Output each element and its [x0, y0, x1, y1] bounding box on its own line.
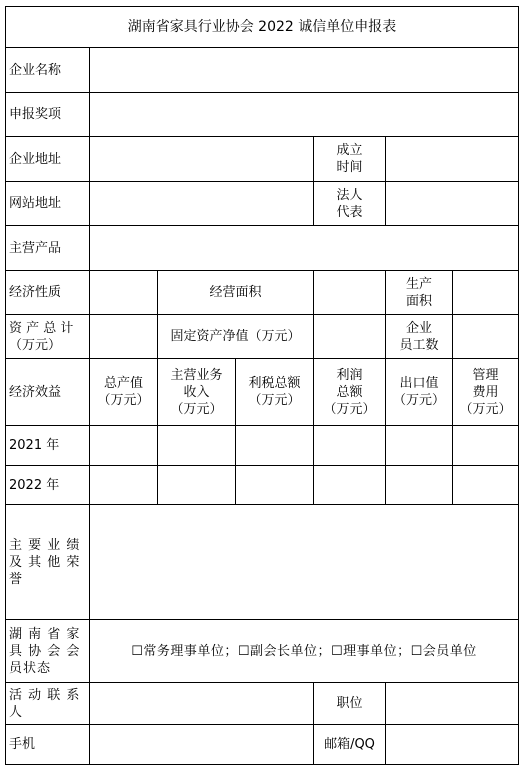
total-assets-field[interactable]	[90, 315, 158, 359]
achievements-label: 主 要 业 绩 及 其 他 荣 誉	[6, 505, 90, 620]
fixed-assets-label: 固定资产净值（万元）	[158, 315, 314, 359]
benefits-label: 经济效益	[6, 359, 90, 426]
col-tax: 利税总额 （万元）	[236, 359, 314, 426]
company-name-field[interactable]	[90, 48, 519, 93]
legal-rep-field[interactable]	[386, 182, 519, 226]
year-2021-profit[interactable]	[314, 426, 386, 466]
nature-field[interactable]	[90, 271, 158, 315]
area-field[interactable]	[314, 271, 386, 315]
award-field[interactable]	[90, 93, 519, 137]
year-2021-mgmt[interactable]	[453, 426, 519, 466]
form-title: 湖南省家具行业协会 2022 诚信单位申报表	[6, 7, 519, 48]
year-2021-main-income[interactable]	[158, 426, 236, 466]
position-label: 职位	[314, 683, 386, 725]
contact-label: 活 动 联 系 人	[6, 683, 90, 725]
achievements-field[interactable]	[90, 505, 519, 620]
year-2021-tax[interactable]	[236, 426, 314, 466]
col-mgmt: 管理 费用 （万元）	[453, 359, 519, 426]
member-status-label: 湖 南 省 家 具 协 会 会 员状态	[6, 620, 90, 683]
legal-rep-label: 法人 代表	[314, 182, 386, 226]
email-field[interactable]	[386, 725, 519, 765]
production-area-label: 生产 面积	[386, 271, 453, 315]
employees-label: 企业 员工数	[386, 315, 453, 359]
founded-field[interactable]	[386, 137, 519, 182]
year-2022-mgmt[interactable]	[453, 466, 519, 505]
member-status-options[interactable]: ☐常务理事单位；☐副会长单位；☐理事单位；☐会员单位	[90, 620, 519, 683]
products-label: 主营产品	[6, 226, 90, 271]
year-2022-export[interactable]	[386, 466, 453, 505]
products-field[interactable]	[90, 226, 519, 271]
year-2021-total-output[interactable]	[90, 426, 158, 466]
col-export: 出口值 （万元）	[386, 359, 453, 426]
year-2022-profit[interactable]	[314, 466, 386, 505]
email-label: 邮箱/QQ	[314, 725, 386, 765]
application-form	[5, 6, 519, 765]
total-assets-label: 资 产 总 计 （万元）	[6, 315, 90, 359]
founded-label: 成立 时间	[314, 137, 386, 182]
production-area-field[interactable]	[453, 271, 519, 315]
employees-field[interactable]	[453, 315, 519, 359]
year-2022-label: 2022 年	[6, 466, 90, 505]
phone-label: 手机	[6, 725, 90, 765]
address-label: 企业地址	[6, 137, 90, 182]
company-name-label: 企业名称	[6, 48, 90, 93]
phone-field[interactable]	[90, 725, 314, 765]
year-2022-main-income[interactable]	[158, 466, 236, 505]
fixed-assets-field[interactable]	[314, 315, 386, 359]
year-2021-export[interactable]	[386, 426, 453, 466]
col-total-output: 总产值 （万元）	[90, 359, 158, 426]
contact-field[interactable]	[90, 683, 314, 725]
col-profit: 利润 总额 （万元）	[314, 359, 386, 426]
website-label: 网站地址	[6, 182, 90, 226]
year-2021-label: 2021 年	[6, 426, 90, 466]
year-2022-tax[interactable]	[236, 466, 314, 505]
area-label: 经营面积	[158, 271, 314, 315]
website-field[interactable]	[90, 182, 314, 226]
award-label: 申报奖项	[6, 93, 90, 137]
nature-label: 经济性质	[6, 271, 90, 315]
position-field[interactable]	[386, 683, 519, 725]
col-main-income: 主营业务 收入 （万元）	[158, 359, 236, 426]
year-2022-total-output[interactable]	[90, 466, 158, 505]
address-field[interactable]	[90, 137, 314, 182]
